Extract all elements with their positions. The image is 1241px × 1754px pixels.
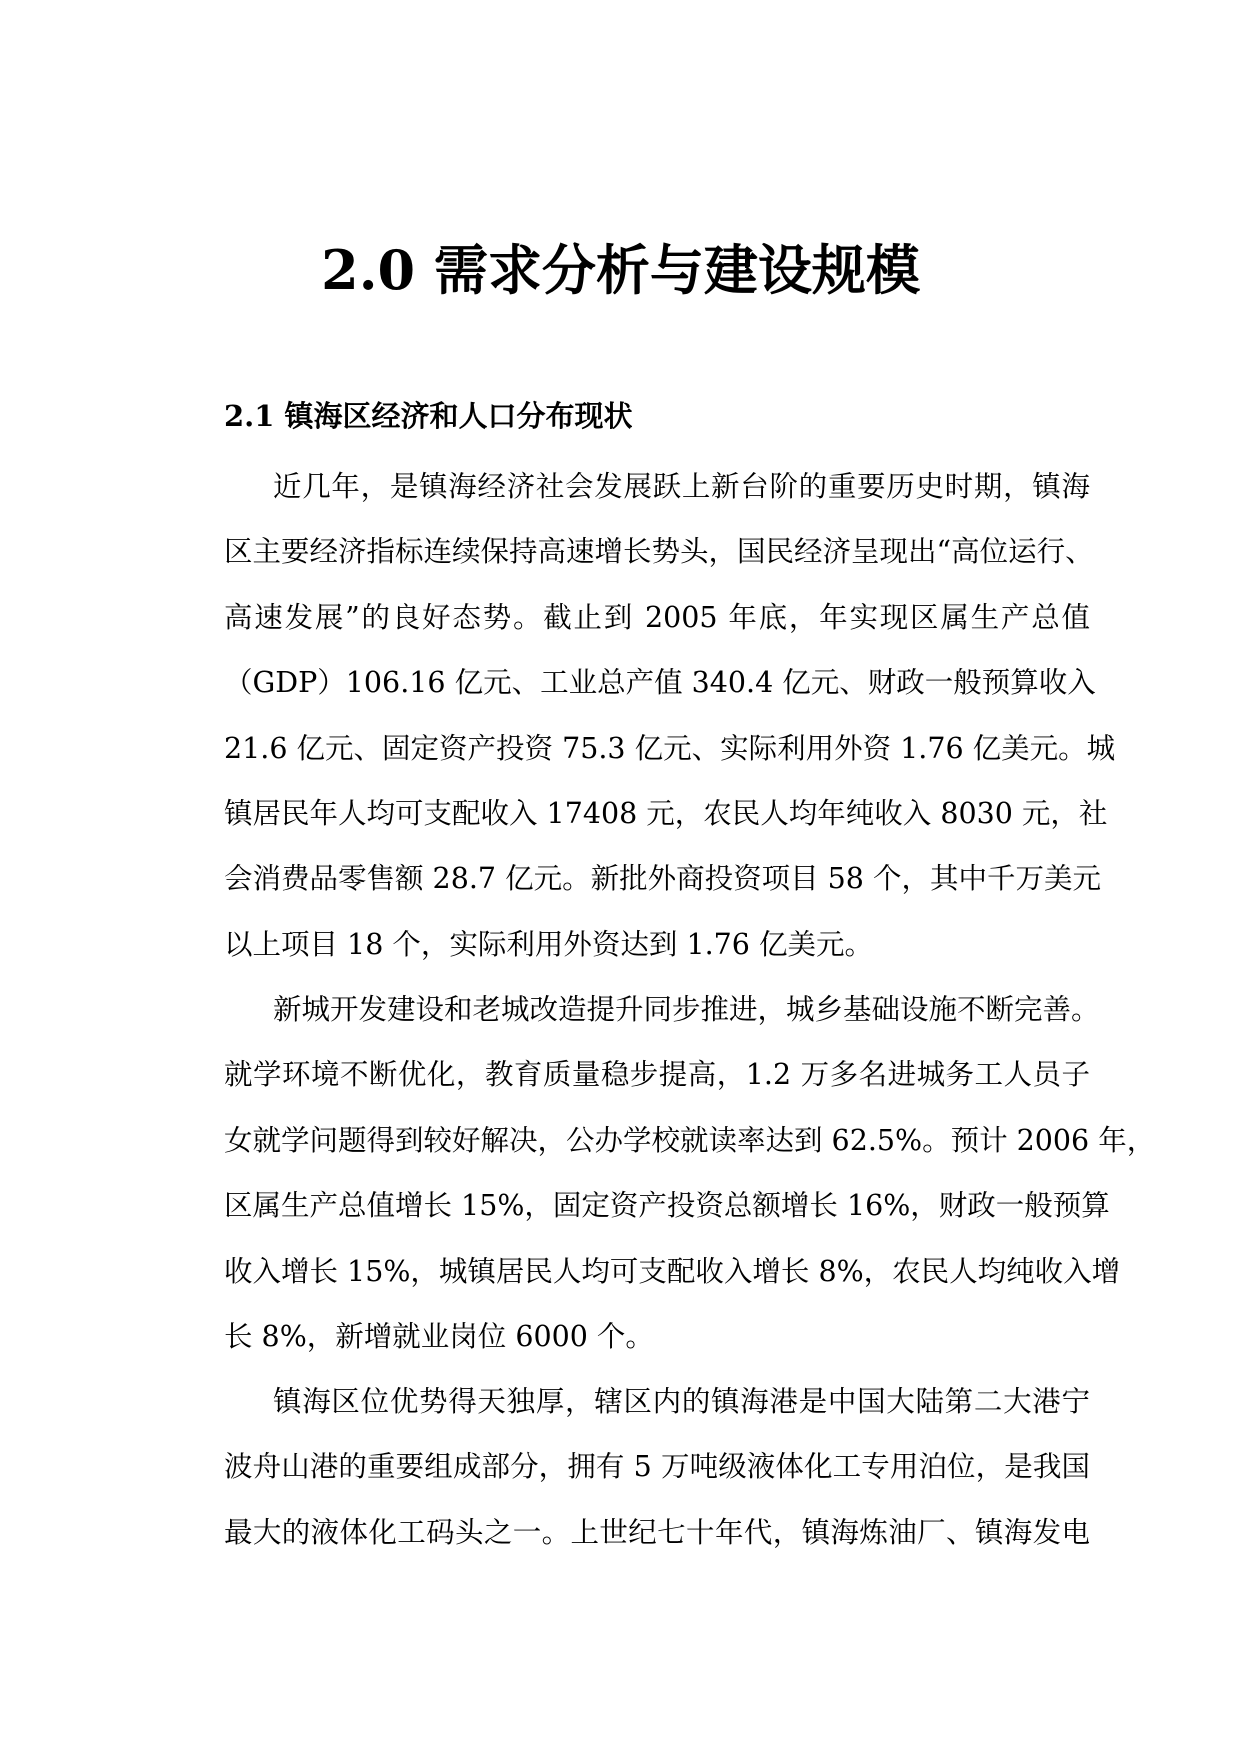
paragraph-line: 长 8%，新增就业岗位 6000 个。 <box>224 1319 654 1353</box>
paragraph-line: 就学环境不断优化，教育质量稳步提高，1.2 万多名进城务工人员子 <box>224 1058 1090 1092</box>
paragraph-line: 区主要经济指标连续保持高速增长势头，国民经济呈现出“高位运行、 <box>224 535 1094 569</box>
paragraph-location-advantage <box>224 1369 1090 1565</box>
paragraph-line: 最大的液体化工码头之一。上世纪七十年代，镇海炼油厂、镇海发电 <box>224 1515 1090 1549</box>
paragraph-economy-overview <box>224 454 1116 977</box>
paragraph-line: 21.6 亿元、固定资产投资 75.3 亿元、实际利用外资 1.76 亿美元。城 <box>224 731 1116 765</box>
paragraph-line: 区属生产总值增长 15%，固定资产投资总额增长 16%，财政一般预算 <box>224 1189 1110 1223</box>
paragraph-line: 新城开发建设和老城改造提升同步推进，城乡基础设施不断完善。 <box>273 993 1100 1026</box>
paragraph-line: 收入增长 15%，城镇居民人均可支配收入增长 8%，农民人均纯收入增 <box>224 1254 1121 1288</box>
paragraph-line: 以上项目 18 个，实际利用外资达到 1.76 亿美元。 <box>224 927 873 961</box>
section-heading: 2.1 镇海区经济和人口分布现状 <box>224 399 633 433</box>
paragraph-urban-development <box>224 977 1156 1369</box>
page-title: 2.0 需求分析与建设规模 <box>321 238 920 302</box>
paragraph-line: 高速发展”的良好态势。截止到 2005 年底，年实现区属生产总值 <box>224 600 1090 634</box>
paragraph-line: 镇居民年人均可支配收入 17408 元，农民人均年纯收入 8030 元，社 <box>224 796 1108 830</box>
paragraph-line: 近几年，是镇海经济社会发展跃上新台阶的重要历史时期，镇海 <box>273 470 1090 503</box>
paragraph-line: 会消费品零售额 28.7 亿元。新批外商投资项目 58 个，其中千万美元 <box>224 862 1101 896</box>
paragraph-line: 波舟山港的重要组成部分，拥有 5 万吨级液体化工专用泊位，是我国 <box>224 1450 1090 1484</box>
paragraph-line: （GDP）106.16 亿元、工业总产值 340.4 亿元、财政一般预算收入 <box>224 666 1096 700</box>
paragraph-line: 镇海区位优势得天独厚，辖区内的镇海港是中国大陆第二大港宁 <box>273 1385 1090 1418</box>
paragraph-line: 女就学问题得到较好解决，公办学校就读率达到 62.5%。预计 2006 年， <box>224 1123 1156 1157</box>
